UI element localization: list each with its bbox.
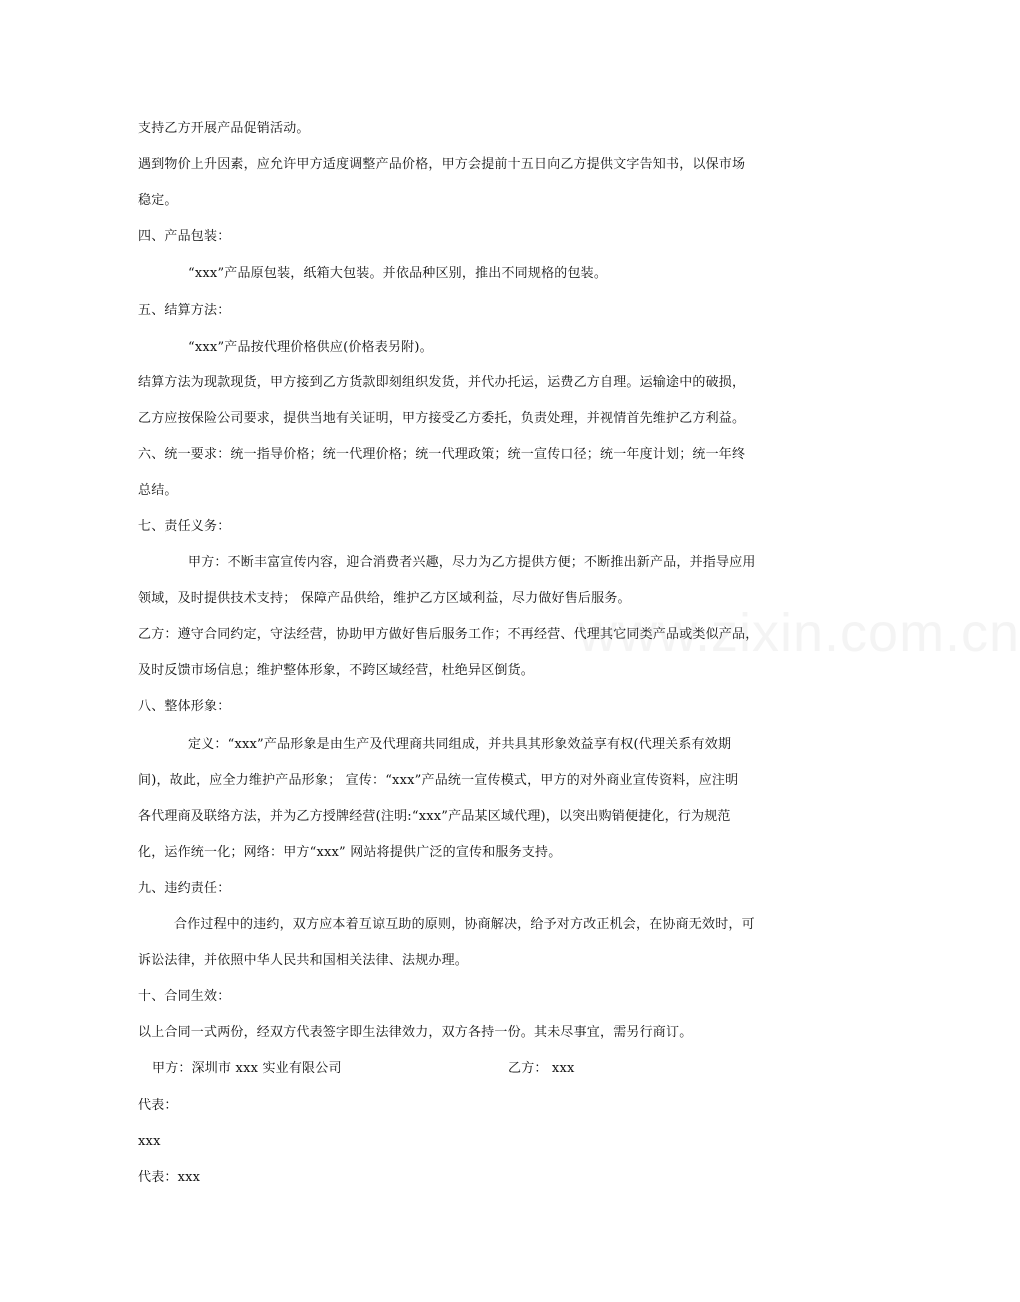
representative-value: xxx: [138, 1134, 161, 1149]
paragraph-line: “xxx”产品按代理价格供应(价格表另附)。: [188, 340, 433, 355]
paragraph-line: 总结。: [138, 483, 178, 498]
paragraph-line: 结算方法为现款现货，甲方接到乙方货款即刻组织发货，并代办托运，运费乙方自理。运输途中的破损，: [138, 375, 746, 390]
paragraph-line: 合作过程中的违约，双方应本着互谅互助的原则，协商解决，给予对方改正机会，在协商无效时，可: [174, 917, 755, 932]
paragraph-line: 乙方应按保险公司要求，提供当地有关证明，甲方接受乙方委托，负责处理，并视情首先维护乙方利益。: [138, 411, 746, 426]
section-heading: 七、责任义务：: [138, 519, 231, 534]
paragraph-line: 甲方：不断丰富宣传内容，迎合消费者兴趣，尽力为乙方提供方便；不断推出新产品，并指导应用: [188, 555, 756, 570]
paragraph-line: “xxx”产品原包装，纸箱大包装。并依品种区别，推出不同规格的包装。: [188, 266, 608, 281]
paragraph-line: 间)，故此，应全力维护产品形象； 宣传：“xxx”产品统一宣传模式，甲方的对外商业宣传资料，应注明: [138, 773, 739, 788]
representative-line: 代表：xxx: [138, 1170, 201, 1185]
paragraph-line: 诉讼法律，并依照中华人民共和国相关法律、法规办理。: [138, 953, 469, 968]
section-heading: 十、合同生效：: [138, 989, 231, 1004]
section-heading: 五、结算方法：: [138, 303, 231, 318]
party-a-signature: 甲方：深圳市 xxx 实业有限公司: [152, 1061, 342, 1076]
paragraph-line: 化，运作统一化；网络：甲方“xxx” 网站将提供广泛的宣传和服务支持。: [138, 845, 562, 860]
paragraph-line: 以上合同一式两份，经双方代表签字即生法律效力，双方各持一份。其未尽事宜，需另行商订。: [138, 1025, 693, 1040]
paragraph-line: 支持乙方开展产品促销活动。: [138, 121, 310, 136]
representative-label: 代表：: [138, 1098, 178, 1113]
party-b-signature: 乙方： xxx: [508, 1061, 575, 1076]
paragraph-line: 定义：“xxx”产品形象是由生产及代理商共同组成，并共具其形象效益享有权(代理关系有效期: [188, 737, 732, 752]
paragraph-line: 遇到物价上升因素，应允许甲方适度调整产品价格，甲方会提前十五日向乙方提供文字告知书，以保市场: [138, 157, 746, 172]
paragraph-line: 稳定。: [138, 193, 178, 208]
section-heading: 九、违约责任：: [138, 881, 231, 896]
section-heading: 四、产品包装：: [138, 229, 231, 244]
watermark: www.zixin.com.cn: [578, 603, 1020, 663]
paragraph-line: 乙方：遵守合同约定，守法经营，协助甲方做好售后服务工作；不再经营、代理其它同类产品或类似产品，: [138, 627, 759, 642]
paragraph-line: 及时反馈市场信息；维护整体形象，不跨区域经营，杜绝异区倒货。: [138, 663, 535, 678]
paragraph-line: 领域，及时提供技术支持； 保障产品供给，维护乙方区域利益，尽力做好售后服务。: [138, 591, 631, 606]
section-heading: 八、整体形象：: [138, 699, 231, 714]
paragraph-line: 各代理商及联络方法，并为乙方授牌经营(注明:“xxx”产品某区域代理)，以突出购销便捷化，行为规范: [138, 809, 731, 824]
section-heading: 六、统一要求：统一指导价格；统一代理价格；统一代理政策；统一宣传口径；统一年度计划；统一年终: [138, 447, 746, 462]
